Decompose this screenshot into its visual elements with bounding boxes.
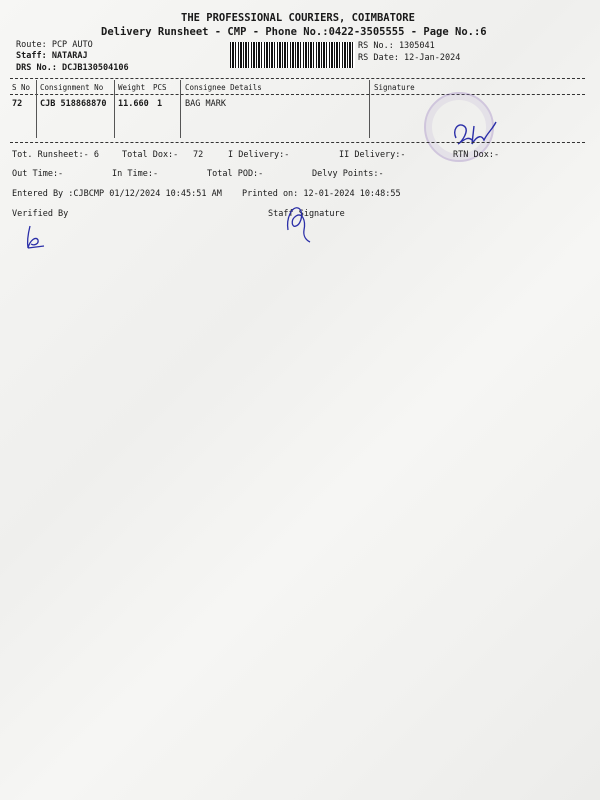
col-divider xyxy=(36,80,37,138)
verified-by: Verified By xyxy=(12,209,69,219)
col-divider xyxy=(369,80,370,138)
total-pod: Total POD:- xyxy=(207,169,264,179)
rtn-dox: RTN Dox:- xyxy=(453,150,500,160)
staff-signature-scribble xyxy=(282,200,318,246)
i-delivery: I Delivery:- xyxy=(228,150,290,160)
col-header-consignment: Consignment No xyxy=(40,83,104,92)
printed-on: Printed on: 12-01-2024 10:48:55 xyxy=(242,189,401,199)
col-divider xyxy=(180,80,181,138)
total-dox-value: 72 xyxy=(193,150,204,160)
verifier-signature xyxy=(22,222,50,252)
col-header-sno: S No xyxy=(12,83,31,92)
staff-label: Staff: NATARAJ xyxy=(16,51,88,61)
drs-number: DRS No.: DCJB130504106 xyxy=(16,63,129,73)
row-sno: 72 xyxy=(12,99,23,109)
entered-by: Entered By :CJBCMP 01/12/2024 10:45:51 AM xyxy=(12,189,222,199)
row-pcs: 1 xyxy=(157,99,163,109)
table-bottom-rule xyxy=(10,142,585,143)
rs-number: RS No.: 1305041 xyxy=(358,41,435,51)
col-header-pcs: PCS xyxy=(153,83,167,92)
table-header-rule xyxy=(10,94,585,95)
table-top-rule xyxy=(10,78,585,79)
delvy-points: Delvy Points:- xyxy=(312,169,384,179)
company-title: THE PROFESSIONAL COURIERS, COIMBATORE xyxy=(181,12,415,24)
runsheet-title: Delivery Runsheet - CMP - Phone No.:0422-3505555 - Page No.:6 xyxy=(101,26,487,38)
col-header-consignee: Consignee Details xyxy=(185,83,262,92)
out-time: Out Time:- xyxy=(12,169,64,179)
signature-scribble xyxy=(448,116,508,152)
col-header-weight: Weight xyxy=(118,83,146,92)
in-time: In Time:- xyxy=(112,169,159,179)
staff-signature-label: Staff Signature xyxy=(268,209,345,219)
total-dox-label: Total Dox:- xyxy=(122,150,179,160)
row-consignee: BAG MARK xyxy=(185,99,226,109)
col-header-signature: Signature xyxy=(374,83,415,92)
col-divider xyxy=(114,80,115,138)
barcode xyxy=(230,42,355,68)
ii-delivery: II Delivery:- xyxy=(339,150,406,160)
total-runsheet: Tot. Runsheet:- 6 xyxy=(12,150,99,160)
route-label: Route: PCP AUTO xyxy=(16,40,93,50)
row-weight: 11.660 xyxy=(118,99,149,109)
row-consignment: CJB 518868870 xyxy=(40,99,107,109)
rs-date: RS Date: 12-Jan-2024 xyxy=(358,53,461,63)
